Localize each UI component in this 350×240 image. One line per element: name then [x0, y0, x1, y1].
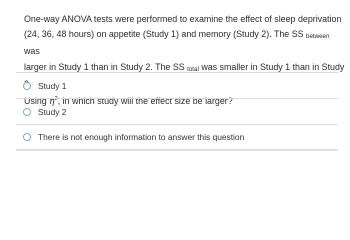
option-label: Study 2 — [38, 106, 67, 117]
question-line-1: One-way ANOVA tests were performed to examine the effect of sleep deprivation — [24, 14, 342, 24]
question-line-4: Using $\eta^2$, in which study will the effect size be larger? — [24, 96, 233, 108]
eta-symbol: η — [49, 97, 55, 108]
question-line-2: (24, 36, 48 hours) on appetite (Study 1) and memory (Study 2). The SS $_{between}$ was — [24, 29, 330, 57]
ss-between-subscript: between — [306, 33, 330, 41]
radio-button-icon[interactable] — [23, 133, 31, 141]
divider — [16, 150, 338, 151]
question-line-3: larger in Study 1 than in Study 2. The SS $_{total}$ was smaller in Study 1 than in Study — [24, 61, 345, 73]
option-study-2[interactable] — [16, 98, 338, 124]
radio-button-icon[interactable] — [23, 108, 31, 116]
option-not-enough-info[interactable] — [16, 124, 338, 150]
answer-options — [16, 72, 338, 150]
option-label: There is not enough information to answer this question — [38, 132, 245, 142]
ss-total-subscript: total — [187, 65, 199, 73]
eta-exponent: 2 — [54, 96, 58, 103]
option-study-1[interactable] — [16, 72, 338, 98]
option-label: Study 1 — [38, 80, 67, 91]
radio-button-icon[interactable] — [23, 82, 31, 90]
